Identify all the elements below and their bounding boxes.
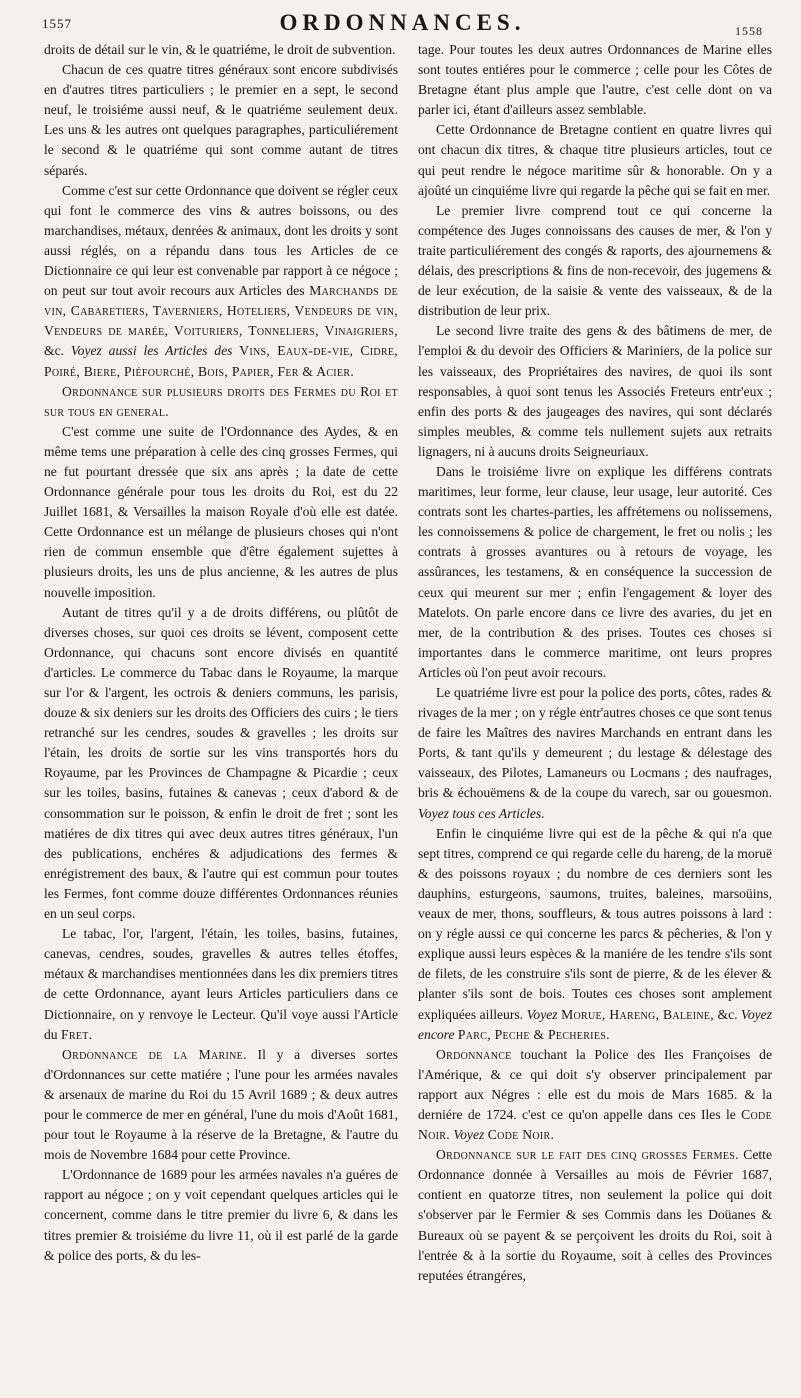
cross-reference: Parc, Peche & Pecheries.	[457, 1026, 610, 1042]
voyez-label: Voyez encore	[418, 1006, 772, 1042]
running-title: ORDONNANCES.	[279, 10, 526, 35]
paragraph-text: Il y a diverses sortes d'Ordonnances sur cette matiére ; l'une pour les armées navales & arsenaux de marine du Roi du 15 Avril 1689 ; & deux autres pour le commerce de mer en général, l'une du mois d'Août 1681, pour tout le Royaume à la réserve de la Bretagne, & l'autre du mois de Novembre 1684 pour cette Province.	[44, 1046, 398, 1163]
paragraph: Dans le troisiéme livre on explique les différens contrats maritimes, leur forme, leur clause, leur usage, leur autorité. Ces contrats sont les chartes-parties, les affrétemens ou nolissemens, les connoissemens & police de chargement, le fret ou nolis ; les contrats à grosses avantures ou à retours de voyage, les assûrances, les testamens, & en conséquence la succession de ceux qui meurent sur mer ; enfin l'engagement & loyer des Matelots. On parle encore dans ce livre des avaries, du jet en mer, de la contribution & des prises. Toutes ces choses si importantes dans le commerce maritime, ont leurs propres Articles où l'on peut avoir recours.	[418, 463, 772, 680]
section-heading: Ordonnance de la Marine.	[62, 1046, 247, 1062]
section-heading: Ordonnance sur plusieurs droits des Fermes du Roi et sur tous en general.	[44, 383, 398, 419]
voyez-label: Voyez aussi les Articles des	[70, 343, 233, 359]
page-header	[42, 10, 763, 40]
cross-reference: Fret.	[61, 1026, 93, 1042]
paragraph: Le second livre traite des gens & des bâtimens de mer, de l'emploi & du devoir des Officiers & Mariniers, de la police sur les vaisseaux, des Propriétaires des navires, de quoi ils sont responsables, à quoi sont tenus les Associés Freteurs entr'eux ; enfin des ports & des jaugeages des navires, qui sont déclarés simples meubles, & comme tels nullement sujets aux retraits lignagers, ni à aucuns droits Seigneuriaux.	[418, 323, 772, 459]
right-column	[418, 40, 772, 1286]
paragraph	[418, 683, 772, 824]
paragraph-text: Cette Ordonnance donnée à Versailles au mois de Février 1687, contient en quatorze titres, non seulement la police qui doit s'observer par le Fermier & ses Commis dans les Doüanes & Bureaux où se payent & se perçoivent les droits du Roi, soit à l'entrée & à la sortie du Royaume, soit à celles des Provinces reputées étrangéres,	[418, 1147, 772, 1283]
cross-reference: Code Noir.	[418, 1106, 772, 1143]
paragraph-text: Comme c'est sur cette Ordonnance que doivent se régler ceux qui font le commerce des vins & autres boissons, ou des marchandises, métaux, denrées & animaux, dont les droits y sont aussi réglés, on a répandu dans tous les Articles de ce Dictionnaire ce qui leur est convenable par rapport à ce négoce ; on peut sur tout avoir recours aux Articles des	[44, 182, 398, 299]
paragraph	[418, 1045, 772, 1145]
section-heading: Ordonnance sur le fait des cinq grosses Fermes.	[436, 1147, 739, 1163]
paragraph: droits de détail sur le vin, & le quatriéme, le droit de subvention.	[44, 42, 396, 57]
page-number-right: 1558	[735, 24, 763, 38]
cross-reference: Vins, Eaux-de-vie, Cidre, Poiré, Biere, Piéfourché, Bois, Papier, Fer & Acier.	[44, 343, 398, 379]
cross-reference: Morue, Hareng, Baleine,	[561, 1006, 714, 1022]
paragraph: L'Ordonnance de 1689 pour les armées navales n'a guéres de rapport au négoce ; on y voit cependant quelques articles qui le concernent, comme dans le titre premier du livre 6, & dans les titres premier & troisiéme du livre 11, où il est parlé de la garde & police des ports, & du les-	[44, 1167, 398, 1263]
paragraph: C'est comme une suite de l'Ordonnance des Aydes, & en même tems une préparation à celle des cinq grosses Fermes, qui ne fut pourtant dressée que six ans après ; la date de cette Ordonnance générale pour tous les droits du Roi, est du 22 Juillet 1681, & Versailles la maison Royale d'où elle est datée. Cette Ordonnance est un mélange de plusieurs choses qui n'ont rien de commun ensemble que d'être également sujettes à plusieurs droits, les uns de plus ancienne, & les autres de plus nouvelle imposition.	[44, 423, 398, 600]
paragraph	[44, 181, 398, 382]
paragraph	[44, 1045, 398, 1166]
paragraph: Chacun de ces quatre titres généraux sont encore subdivisés en d'autres titres particuliers ; le premier en a sept, le second neuf, le troisiéme aussi neuf, & le quatriéme seulement deux. Les uns & les autres ont quelques paragraphes, particuliérement le second & le quatriéme qui sont comme autant de titres séparés.	[44, 62, 398, 178]
paragraph: tage. Pour toutes les deux autres Ordonnances de Marine elles sont toutes entiéres pour le commerce ; celle pour les Côtes de Bretagne étant plus ample que l'autre, c'est celle dont on va parler ici, étant d'ailleurs assez semblable.	[418, 42, 772, 118]
voyez-label: Voyez	[526, 1006, 558, 1022]
cross-reference: Marchands de vin, Cabaretiers, Taverniers, Hoteliers, Vendeurs de vin, Vendeurs de marée, Voituriers, Tonneliers, Vinaigriers,	[44, 283, 398, 339]
etc-text: &c.	[717, 1006, 738, 1022]
paragraph-text: Le tabac, l'or, l'argent, l'étain, les toiles, basins, futaines, canevas, cendres, soudes, gravelles & autres telles étoffes, métaux & marchandises mentionnées dans les dix premiers titres de cette Ordonnance, ayant leurs Articles particuliers dans ce Dictionnaire, on y renvoye le Lecteur. Qu'il voye aussi l'Article du	[44, 926, 398, 1042]
cross-reference: Code Noir.	[487, 1127, 555, 1143]
paragraph-text: touchant la Police des Iles Françoises de l'Amérique, & ce qui doit s'y observer principalement par rapport aux Négres : elle est du mois de Mars 1685. & la derniére de 1724. c'est ce qu'on appelle dans ces Iles le	[418, 1046, 772, 1122]
left-column	[44, 40, 398, 1266]
page-number-left: 1557	[42, 16, 72, 31]
paragraph-text: Enfin le cinquiéme livre qui est de la pêche & qui n'a que sept titres, comprend ce qui regarde celle du hareng, de la moruë & des poissons royaux ; du nombre de ces derniers sont les dauphins, esturgeons, saumons, truites, baleines, marsoüins, veaux de mer, thons, souffleurs, & tous autres poissons à lard : on y régle aussi ce qui concerne les parcs & pêcheries, & l'on y explique aussi leurs espèces & la maniére de les tendre s'ils sont de filets, de les construire s'ils sont de pierre, & de les élever & planter s'ils sont de bois. Toutes ces choses sont amplement expliquées ailleurs.	[418, 825, 772, 1022]
section-heading: Ordonnance	[436, 1046, 512, 1062]
etc-text: &c.	[44, 343, 65, 359]
paragraph: Cette Ordonnance de Bretagne contient en quatre livres qui ont chacun dix titres, & chaque titre plusieurs articles, tout ce qui peut rendre le négoce maritime sûr & honorable. On y a ajoûté un cinquiéme livre qui regarde la pêche qui se fait en mer.	[418, 122, 772, 198]
paragraph	[418, 824, 772, 1045]
paragraph	[418, 1145, 772, 1286]
voyez-note: Voyez tous ces Articles.	[418, 805, 545, 821]
paragraph	[44, 924, 398, 1045]
paragraph-text: Le quatriéme livre est pour la police des ports, côtes, rades & rivages de la mer ; on y régle entr'autres choses ce que sont tenus de faire les Maîtres des navires Marchands en entrant dans les Ports, & tant qu'ils y demeurent ; du lestage & délestage des vaisseaux, des Pilotes, Lamaneurs ou Locmans ; des naufrages, bris & échouëmens & de la coupe du varech, sar ou gouesmon.	[418, 685, 772, 801]
voyez-label: Voyez	[453, 1127, 485, 1143]
paragraph: Le premier livre comprend tout ce qui concerne la compétence des Juges connoissans des causes de mer, & l'on y traite particuliérement des congés & raports, des ajournemens & délais, des prescriptions & fins de non-recevoir, des jugemens & de leur exécution, de la saisie & vente des vaisseaux, & de la distribution de leur prix.	[418, 202, 772, 319]
paragraph: Autant de titres qu'il y a de droits différens, ou plûtôt de diverses choses, sur quoi ces droits se lévent, composent cette Ordonnance, qui chacuns sont encore divisés en quantité d'articles. Le commerce du Tabac dans le Royaume, la marque sur l'or & l'argent, les octrois & deniers communs, les parisis, douze & six deniers sur les droits des Officiers des cuirs ; le tiers retranché sur les cendres, soudes & gravelles ; les droits sur l'étain, les droits de sortie sur les vins transportés hors du Royaume, par les Provinces de Champagne & Picardie ; ceux sur les toiles, basins, futaines & canevas ; ceux d'abord & de consommation sur le poisson, & enfin le droit de fret ; sont les matiéres de dix titres qui avec deux autres titres généraux, l'un des publications, enchéres & adjudications des fermes & enrégistrement des baux, & l'autre qui est commun pour toutes les Fermes, font comme douze différentes Ordonnances réunies en un seul corps.	[44, 604, 398, 922]
